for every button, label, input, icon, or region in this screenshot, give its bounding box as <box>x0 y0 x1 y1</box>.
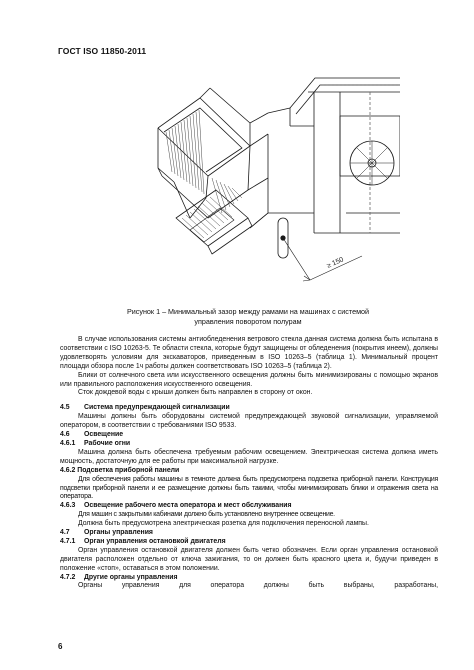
paragraph-rain-drain: Сток дождевой воды с крыши должен быть направлен в сторону от окон. <box>78 389 313 397</box>
standard-header: ГОСТ ISO 11850-2011 <box>58 46 147 56</box>
left-frame-drawing <box>158 88 290 254</box>
clearance-dimension <box>283 238 362 281</box>
section-4-5-heading <box>60 404 438 413</box>
section-number: 4.6 <box>60 431 70 439</box>
paragraph-engine-stop: Орган управления остановкой двигателя должен быть четко обозначен. Если орган управления остановкой двигателя расположен отдельно от ключа зажигания, то он должен быть красного цвета и, будучи приведен в положение «стоп», оставаться в этом положении. <box>60 546 438 572</box>
figure-caption <box>60 307 436 326</box>
section-4-6-1-heading <box>60 440 438 449</box>
section-title: Другие органы управления <box>84 573 178 581</box>
caption-line-1: Рисунок 1 – Минимальный зазор между рамами на машинах с системой <box>126 307 370 316</box>
paragraph-interior-lighting: Для машин с закрытыми кабинами должно быть установлено внутреннее освещение. <box>78 511 335 519</box>
section-title: Орган управления остановкой двигателя <box>84 537 226 545</box>
section-4-7-heading <box>60 529 438 538</box>
section-number: 4.6.3 <box>60 502 76 510</box>
section-title: Освещение <box>84 431 124 439</box>
paragraph-warning-signal: Машины должны быть оборудованы системой предупреждающей звуковой сигнализации, управляемой оператором, в соответствии с требованиями ISO 9533. <box>60 413 438 430</box>
section-title: Рабочие огни <box>84 439 131 447</box>
paragraph-lamp-socket: Должна быть предусмотрена электрическая розетка для подключения переносной лампы. <box>78 520 369 528</box>
section-number: 4.6.1 <box>60 439 76 447</box>
section-number: 4.7.1 <box>60 537 76 545</box>
section-title: Система предупреждающей сигнализации <box>84 404 230 412</box>
paragraph-glare: Блики от солнечного света или искусственного освещения должны быть минимизированы с помощью экранов или правильного расположения искусственного освещения. <box>60 371 438 388</box>
section-number: 4.5 <box>60 404 70 412</box>
paragraph-work-lights: Машина должна быть обеспечена требуемым рабочим освещением. Электрическая система должна иметь мощность, достаточную для ее работы при максимальной нагрузке. <box>60 448 438 465</box>
section-4-7-1-heading <box>60 538 438 547</box>
section-title: Освещение рабочего места оператора и мест обслуживания <box>84 502 292 510</box>
paragraph-other-controls: Органы управления для оператора должны быть выбраны, разработаны, <box>78 582 438 590</box>
document-body <box>60 336 438 591</box>
section-title: Органы управления <box>84 529 153 537</box>
section-4-6-3-heading <box>60 502 438 511</box>
frame-clearance-figure <box>100 68 400 298</box>
section-number: 4.7.2 <box>60 573 76 581</box>
section-4-6-2-heading: 4.6.2 Подсветка приборной панели <box>60 466 180 474</box>
page-number: 6 <box>58 642 63 651</box>
caption-line-2: управления поворотом полурам <box>194 316 302 326</box>
section-4-6-heading <box>60 431 438 440</box>
section-number: 4.7 <box>60 529 70 537</box>
dimension-label: ≥ 150 <box>325 256 345 270</box>
paragraph-anti-icing: В случае использования системы антиобледенения ветрового стекла данная система должна быть испытана в соответствии с ISO 10263-5. Те области стекла, которые будут защищены от обледенения (покрытия инеем), должны удовлетворять условиям для экскаваторов, приведенным в ISO 10263–5 (таблица 1). Минимальный процент площади обзора после 1ч работы должен соответствовать ISO 10263–5 (таблица 2). <box>60 336 438 370</box>
paragraph-panel-lighting: Для обеспечения работы машины в темноте должна быть предусмотрена подсветка приборной панели. Конструкция подсветки приборной панели и ее размещение должны быть такими, чтобы минимизировать блики и отражения света на оператора. <box>60 475 438 501</box>
right-frame-drawing <box>290 78 400 233</box>
